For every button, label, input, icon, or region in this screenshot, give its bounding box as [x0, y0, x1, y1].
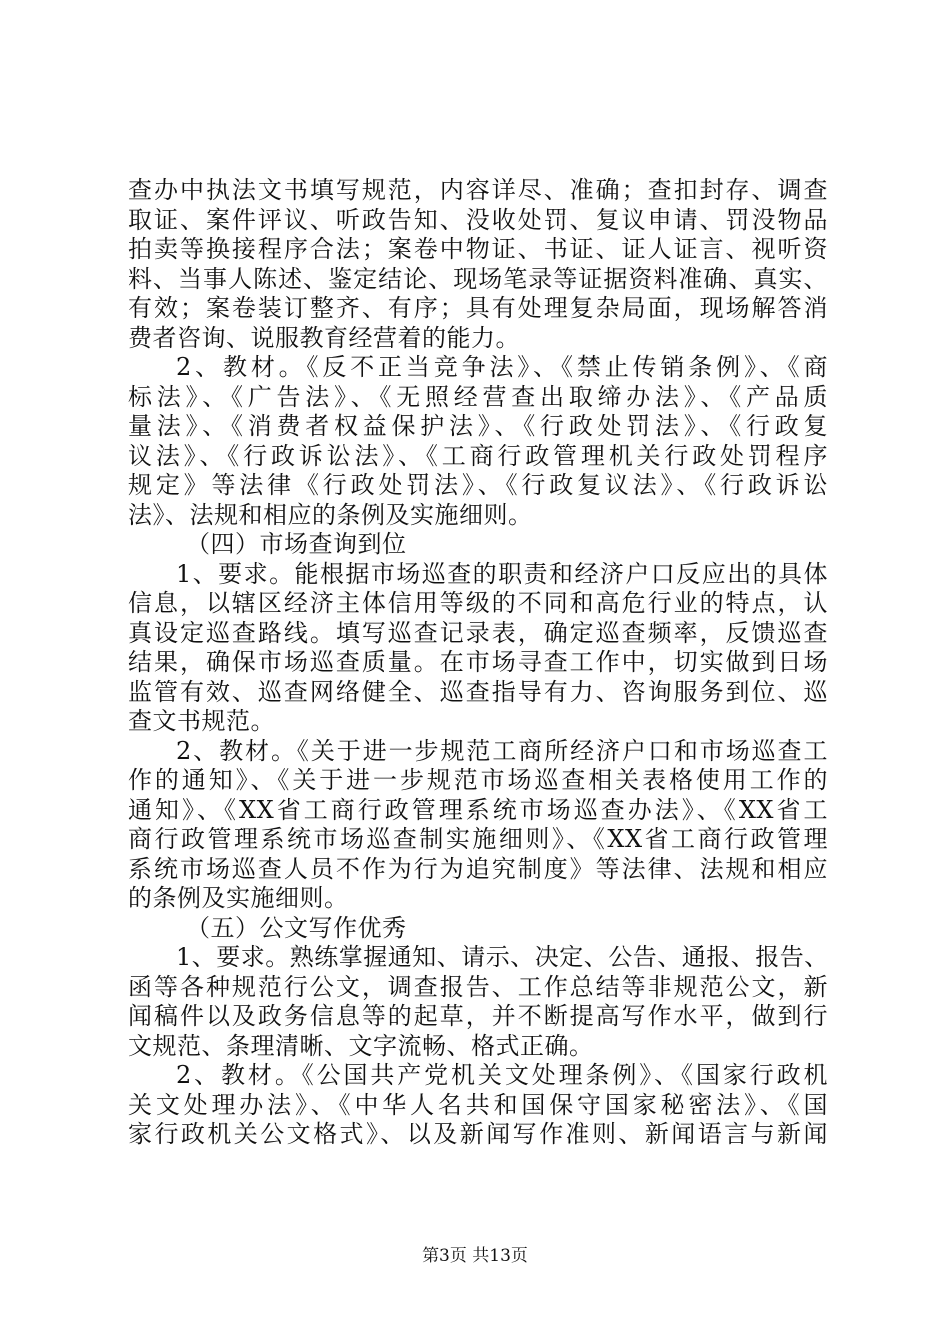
text-line: 通知》、《XX省工商行政管理系统市场巡查办法》、《XX省工 — [128, 795, 828, 824]
text-line: 家行政机关公文格式》、以及新闻写作准则、新闻语言与新闻 — [128, 1120, 828, 1148]
text-line: 取证、案件评议、听政告知、没收处罚、复议申请、罚没物品 — [128, 205, 828, 234]
text-line: 监管有效、巡查网络健全、巡查指导有力、咨询服务到位、巡 — [128, 677, 828, 706]
section-heading: （五）公文写作优秀 — [186, 913, 407, 942]
text-line: 法》、法规和相应的条例及实施细则。 — [128, 500, 533, 529]
text-line: 有效；案卷装订整齐、有序；具有处理复杂局面，现场解答消 — [128, 294, 828, 322]
text-line: 函等各种规范行公文，调查报告、工作总结等非规范公文，新 — [128, 972, 828, 1001]
text-line: 结果，确保市场巡查质量。在市场寻查工作中，切实做到日场 — [128, 648, 828, 676]
text-line: 文规范、条理清晰、文字流畅、格式正确。 — [128, 1031, 594, 1060]
text-line: 的条例及实施细则。 — [128, 884, 349, 912]
text-line: 系统市场巡查人员不作为行为追究制度》等法律、法规和相应 — [128, 854, 828, 883]
page-number-label: 第3页 共13页 — [422, 1246, 528, 1266]
text-line: 查文书规范。 — [128, 707, 275, 735]
text-line: 信息，以辖区经济主体信用等级的不同和高危行业的特点，认 — [128, 589, 828, 617]
text-line: 规定》等法律《行政处罚法》、《行政复议法》、《行政诉讼 — [128, 471, 828, 499]
text-line: 商行政管理系统市场巡查制实施细则》、《XX省工商行政管理 — [128, 825, 828, 853]
text-line: 2、教材。《公国共产党机关文处理条例》、《国家行政机 — [176, 1061, 828, 1089]
text-line: 费者咨询、说服教育经营着的能力。 — [128, 323, 520, 352]
text-line: 1、要求。能根据市场巡查的职责和经济户口反应出的具体 — [176, 559, 828, 588]
text-line: 料、当事人陈述、鉴定结论、现场笔录等证据资料准确、真实、 — [128, 264, 828, 293]
text-line: 1、要求。熟练掌握通知、请示、决定、公告、通报、报告、 — [176, 943, 829, 971]
document-body — [128, 176, 828, 1150]
page-footer — [0, 1244, 950, 1268]
section-heading: （四）市场查询到位 — [186, 530, 407, 558]
text-line: 关文处理办法》、《中华人名共和国保守国家秘密法》、《国 — [128, 1090, 828, 1119]
text-line: 查办中执法文书填写规范，内容详尽、准确；查扣封存、调查 — [128, 176, 828, 204]
text-line: 2、教材。《反不正当竞争法》、《禁止传销条例》、《商 — [176, 353, 828, 381]
text-line: 量法》、《消费者权益保护法》、《行政处罚法》、《行政复 — [128, 412, 828, 440]
text-line: 标法》、《广告法》、《无照经营查出取缔办法》、《产品质 — [128, 382, 828, 411]
text-line: 闻稿件以及政务信息等的起草，并不断提高写作水平，做到行 — [128, 1002, 828, 1030]
text-line: 作的通知》、《关于进一步规范市场巡查相关表格使用工作的 — [128, 766, 828, 794]
text-line: 拍卖等换接程序合法；案卷中物证、书证、证人证言、视听资 — [128, 235, 828, 263]
text-line: 议法》、《行政诉讼法》、《工商行政管理机关行政处罚程序 — [128, 441, 828, 470]
text-line: 真设定巡查路线。填写巡查记录表，确定巡查频率，反馈巡查 — [128, 618, 828, 647]
text-line: 2、教材。《关于进一步规范工商所经济户口和市场巡查工 — [176, 736, 828, 765]
